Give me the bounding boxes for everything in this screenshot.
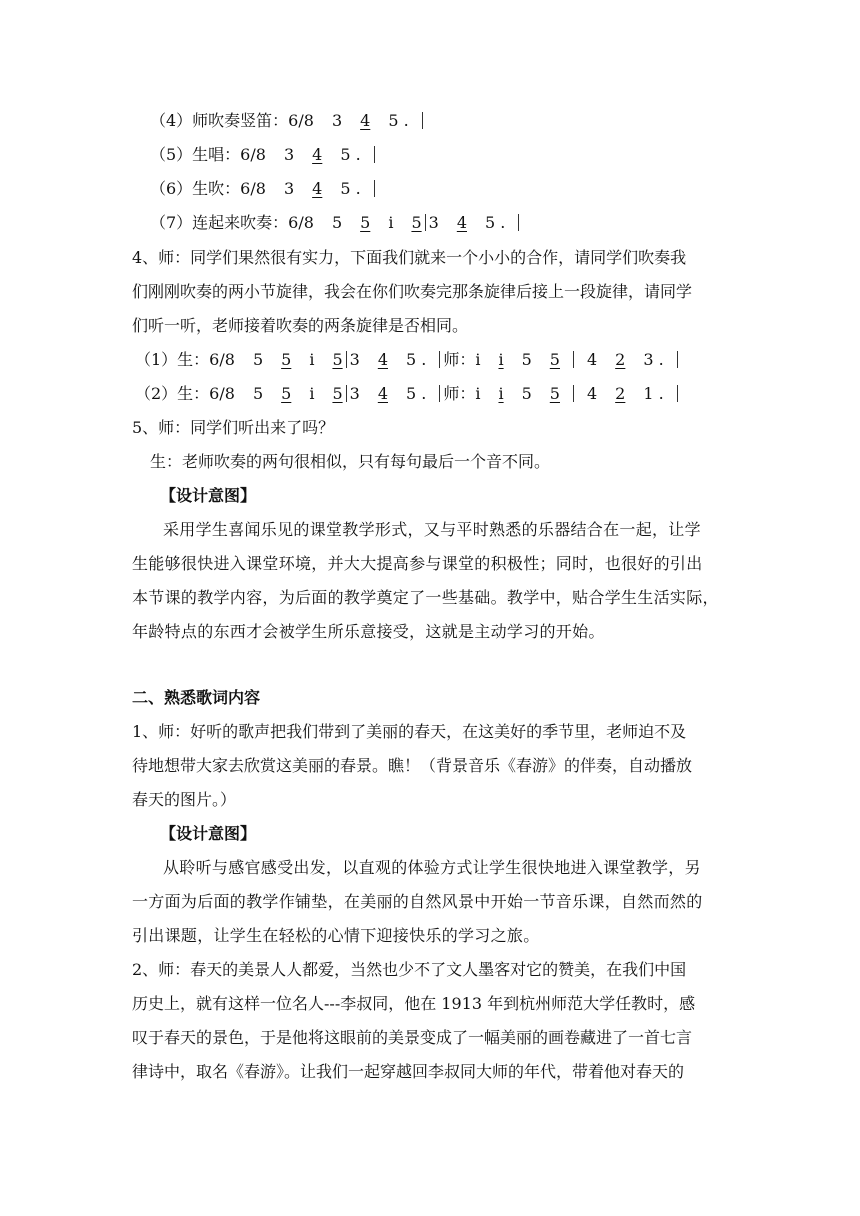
para-4-line-2: 们刚刚吹奏的两小节旋律，我会在你们吹奏完那条旋律后接上一段旋律，请同学 — [132, 282, 693, 301]
note: 3 — [283, 179, 295, 198]
para-2-1-line-1: 1、师：好听的歌声把我们带到了美丽的春天，在这美好的季节里，老师迫不及 — [132, 722, 687, 741]
note-underlined: 4 — [456, 213, 467, 232]
note: 3 — [349, 384, 360, 403]
step-6-line — [150, 178, 378, 200]
bar-line — [573, 351, 574, 368]
bar-line — [422, 112, 423, 129]
note: 5 — [331, 213, 343, 232]
design-intent-2-line-2: 一方面为后面的教学作铺垫，在美丽的自然风景中开始一节音乐课，自然而然的 — [132, 892, 703, 911]
melody-1-line — [135, 349, 681, 371]
design-intent-line-1: 采用学生喜闻乐见的课堂教学形式，又与平时熟悉的乐器结合在一起，让学 — [163, 520, 701, 539]
note-underlined: 5 — [549, 384, 560, 403]
note: 4 — [586, 384, 598, 403]
bar-line — [573, 385, 574, 402]
note: 3 . — [643, 350, 664, 369]
note-underlined: 5 — [360, 213, 371, 232]
note-underlined: 4 — [312, 145, 323, 164]
design-intent-line-3: 本节课的教学内容，为后面的教学奠定了一些基础。教学中，贴合学生生活实际， — [132, 588, 719, 607]
bar-line — [439, 385, 440, 402]
bar-line — [346, 351, 347, 368]
note-underlined: 5 — [332, 384, 343, 403]
para-4-line-3: 们听一听，老师接着吹奏的两条旋律是否相同。 — [132, 316, 469, 335]
bar-line — [518, 214, 519, 231]
note: 5 — [521, 350, 532, 369]
para-2-1-line-3: 春天的图片。） — [132, 790, 237, 809]
step-7-line — [150, 212, 522, 234]
para-2-2-line-1: 2、师：春天的美景人人都爱，当然也少不了文人墨客对它的赞美，在我们中国 — [132, 960, 687, 979]
para-5-line-1: 5、师：同学们听出来了吗？ — [132, 418, 335, 437]
note: 3 — [283, 145, 295, 164]
note: i — [309, 384, 315, 403]
bar-line — [374, 180, 375, 197]
melody-label: （2）生：6/8 — [135, 384, 235, 403]
para-5-line-2: 生：老师吹奏的两句很相似，只有每句最后一个音不同。 — [150, 452, 551, 471]
note: 5 . — [340, 145, 361, 164]
note: 5 . — [406, 384, 427, 403]
note-underlined: i — [498, 350, 504, 369]
bar-line — [374, 146, 375, 163]
note-underlined: 5 — [281, 350, 292, 369]
note: 1 . — [643, 384, 664, 403]
bar-line — [425, 214, 426, 231]
note-underlined: 2 — [615, 384, 626, 403]
note: 5 — [521, 384, 532, 403]
step-label: （7）连起来吹奏：6/8 — [150, 213, 314, 232]
design-intent-title: 【设计意图】 — [160, 486, 257, 505]
design-intent-2-line-3: 引出课题，让学生在轻松的心情下迎接快乐的学习之旅。 — [132, 926, 540, 945]
bar-line — [677, 385, 678, 402]
design-intent-line-4: 年龄特点的东西才会被学生所乐意接受，这就是主动学习的开始。 — [132, 622, 605, 641]
melody-2-line — [135, 383, 681, 405]
note: 3 — [349, 350, 360, 369]
step-label: （4）师吹奏竖笛：6/8 — [150, 111, 314, 130]
step-label: （6）生吹：6/8 — [150, 179, 266, 198]
note-underlined: i — [498, 384, 504, 403]
design-intent-line-2: 生能够很快进入课堂环境，并大大提高参与课堂的积极性；同时，也很好的引出 — [132, 554, 703, 573]
note: 5 . — [485, 213, 506, 232]
bar-line — [346, 385, 347, 402]
section-heading: 二、熟悉歌词内容 — [132, 688, 261, 707]
teacher-label: 师：i — [443, 384, 481, 403]
bar-line — [439, 351, 440, 368]
design-intent-title: 【设计意图】 — [160, 824, 257, 843]
note: i — [388, 213, 394, 232]
note: 5 — [252, 384, 264, 403]
melody-label: （1）生：6/8 — [135, 350, 235, 369]
note-underlined: 5 — [332, 350, 343, 369]
step-label: （5）生唱：6/8 — [150, 145, 266, 164]
note: 5 . — [388, 111, 409, 130]
note-underlined: 5 — [281, 384, 292, 403]
para-2-2-line-4: 律诗中，取名《春游》。让我们一起穿越回李叔同大师的年代，带着他对春天的 — [132, 1062, 685, 1081]
teacher-label: 师：i — [443, 350, 481, 369]
step-4-line — [150, 110, 426, 132]
step-5-line — [150, 144, 378, 166]
note: 3 — [428, 213, 439, 232]
note-underlined: 4 — [360, 111, 371, 130]
para-2-2-line-2: 历史上，就有这样一位名人---李叔同，他在 1913 年到杭州师范大学任教时，感 — [132, 994, 696, 1013]
bar-line — [677, 351, 678, 368]
note-underlined: 4 — [377, 350, 388, 369]
note: 3 — [331, 111, 343, 130]
note: i — [309, 350, 315, 369]
para-4-line-1: 4、师：同学们果然很有实力，下面我们就来一个小小的合作，请同学们吹奏我 — [132, 248, 687, 267]
note-underlined: 5 — [549, 350, 560, 369]
note: 5 — [252, 350, 264, 369]
note-underlined: 5 — [411, 213, 422, 232]
para-2-2-line-3: 叹于春天的景色，于是他将这眼前的美景变成了一幅美丽的画卷藏进了一首七言 — [132, 1028, 693, 1047]
design-intent-2-line-1: 从聆听与感官感受出发，以直观的体验方式让学生很快地进入课堂教学，另 — [163, 858, 701, 877]
para-2-1-line-2: 待地想带大家去欣赏这美丽的春景。瞧！（背景音乐《春游》的伴奏，自动播放 — [132, 756, 693, 775]
note-underlined: 4 — [377, 384, 388, 403]
note-underlined: 2 — [615, 350, 626, 369]
note: 5 . — [340, 179, 361, 198]
note-underlined: 4 — [312, 179, 323, 198]
note: 5 . — [406, 350, 427, 369]
note: 4 — [586, 350, 598, 369]
